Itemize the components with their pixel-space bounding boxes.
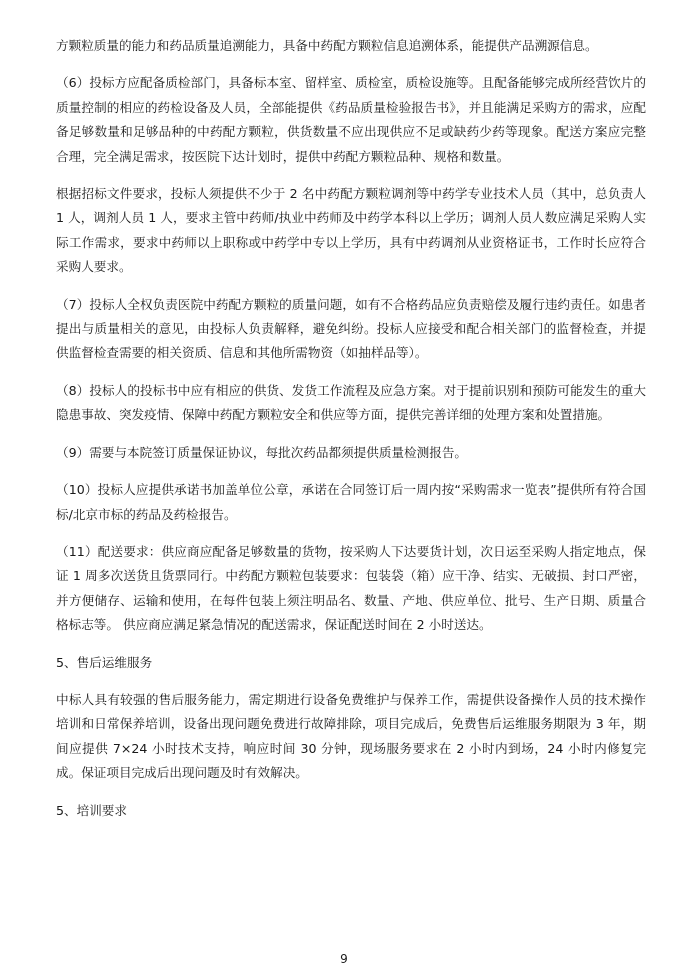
page-number: 9 <box>340 952 348 966</box>
paragraph-traceability: 方颗粒质量的能力和药品质量追溯能力，具备中药配方颗粒信息追溯体系，能提供产品溯源信息。 <box>56 38 598 53</box>
paragraph-item-8: （8）投标人的投标书中应有相应的供货、发货工作流程及应急方案。对于提前识别和预防可能发生的重大隐患事故、突发疫情、保障中药配方颗粒安全和供应等方面，提供完善详细的处理方案和处置措施。 <box>56 382 646 423</box>
paragraph-item-10: （10）投标人应提供承诺书加盖单位公章，承诺在合同签订后一周内按“采购需求一览表”提供所有符合国标/北京市标的药品及药检报告。 <box>56 482 646 522</box>
paragraph-item-9: （9）需要与本院签订质量保证协议，每批次药品都须提供质量检测报告。 <box>56 444 468 460</box>
section-title-after-sales: 5、售后运维服务 <box>56 654 153 670</box>
paragraph-item-6: （6）投标方应配备质检部门，具备标本室、留样室、质检室，质检设施等。且配备能够完成所经营饮片的质量控制的相应的药检设备及人员，全部能提供《药品质量检验报告书》，并且能满足采购方的需求，应配备足够数量和足够品种的中药配方颗粒，供货数量不应出现供应不足或缺药少药等现象。配送方案应完整合理，完全满足需求，按医院下达计划时，提供中药配方颗粒品种、规格和数量。 <box>56 75 646 164</box>
paragraph-item-7: （7）投标人全权负责医院中药配方颗粒的质量问题，如有不合格药品应负责赔偿及履行违约责任。如患者提出与质量相关的意见，由投标人负责解释，避免纠纷。投标人应接受和配合相关部门的监督检查，并提供监督检查需要的相关资质、信息和其他所需物资（如抽样品等）。 <box>56 296 646 361</box>
paragraph-after-sales: 中标人具有较强的售后服务能力，需定期进行设备免费维护与保养工作，需提供设备操作人员的技术操作培训和日常保养培训，设备出现问题免费进行故障排除，项目完成后，免费售后运维服务期限为 3 年，期间应提供 7×24 小时技术支持，响应时间 30 分钟，现场服务要求在 2 小时内到场，24 小时内修复完成。保证项目完成后出现问题及时有效解决。 <box>56 691 646 781</box>
paragraph-item-11: （11）配送要求：供应商应配备足够数量的货物，按采购人下达要货计划，次日运至采购人指定地点，保证 1 周多次送货且货票同行。中药配方颗粒包装要求：包装袋（箱）应干净、结实、无破损、封口严密，并方便储存、运输和使用，在每件包装上须注明品名、数量、产地、供应单位、批号、生产日期、质量合格标志等。 供应商应满足紧急情况的配送需求，保证配送时间在 2 小时送达。 <box>56 543 646 633</box>
section-title-training: 5、培训要求 <box>56 802 127 818</box>
paragraph-staff-requirements: 根据招标文件要求，投标人须提供不少于 2 名中药配方颗粒调剂等中药学专业技术人员（其中，总负责人 1 人，调剂人员 1 人，要求主管中药师/执业中药师及中药学本科以上学历；调剂人员人数应满足采购人实际工作需求，要求中药师以上职称或中药学中专以上学历，具有中药调剂从业资格证书，工作时长应符合采购人要求。 <box>56 186 646 275</box>
document-body <box>56 34 646 836</box>
